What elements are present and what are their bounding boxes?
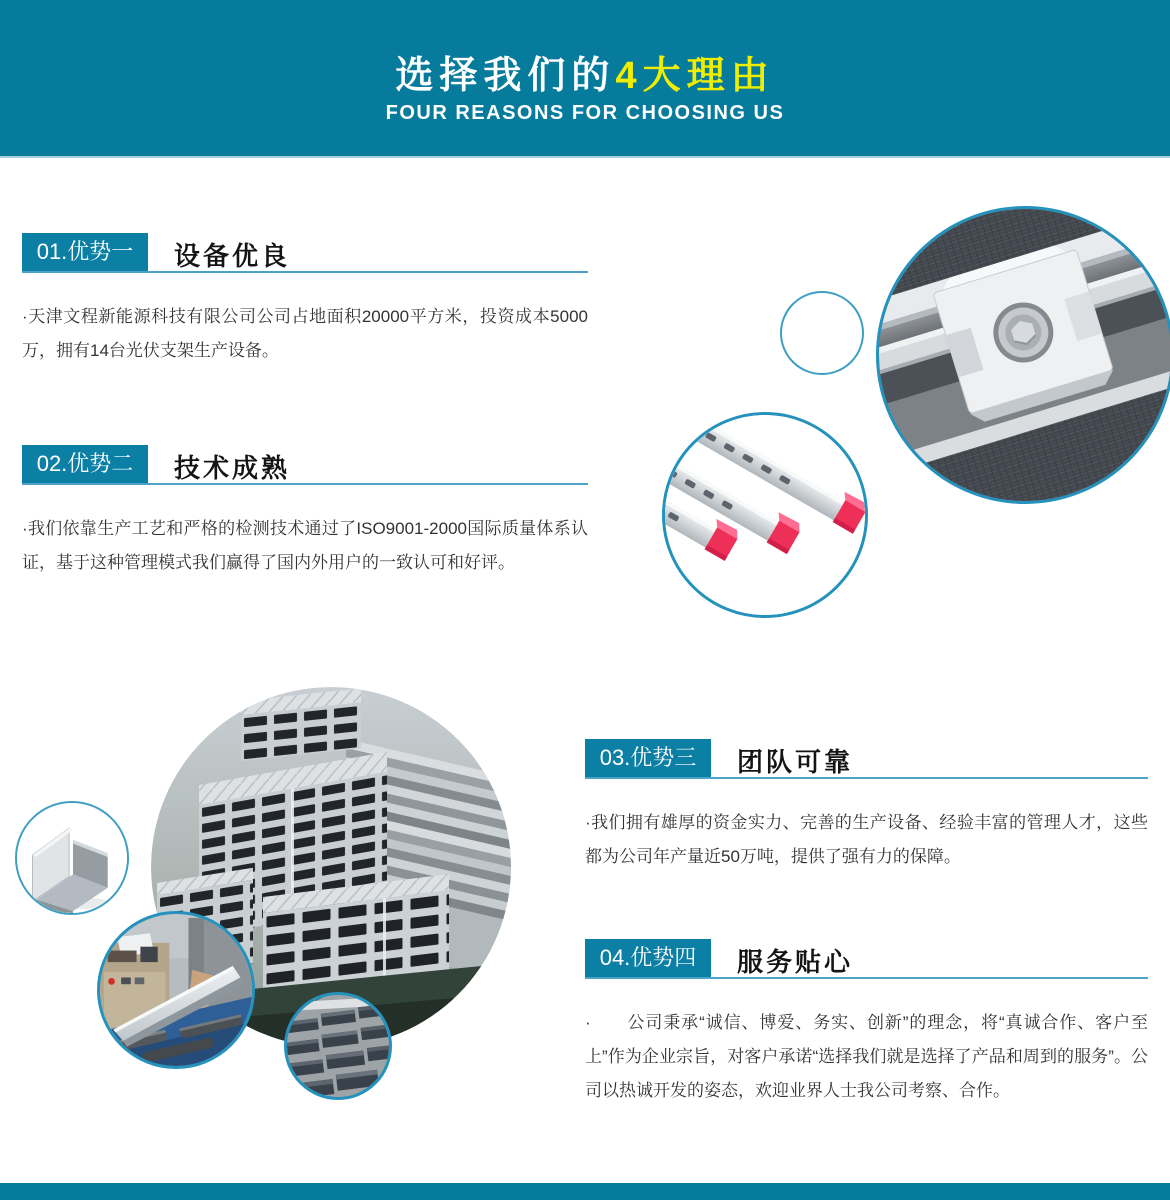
section-advantage-3 (585, 739, 1148, 874)
factory-photo (97, 911, 255, 1069)
brackets-photo (662, 412, 868, 618)
steel-stack-photo (284, 992, 392, 1100)
section-4-badge: 04.优势四 (585, 939, 711, 977)
brackets-image (665, 415, 865, 615)
header-banner (0, 0, 1170, 158)
section-advantage-2 (22, 445, 588, 580)
decor-empty-circle (780, 291, 864, 375)
footer-band (0, 1183, 1170, 1200)
section-3-body: ·我们拥有雄厚的资金实力、完善的生产设备、经验丰富的管理人才，这些都为公司年产量近50万吨，提供了强有力的保障。 (585, 813, 1148, 866)
section-3-badge: 03.优势三 (585, 739, 711, 777)
section-1-title: 设备优良 (174, 241, 291, 271)
section-1-body: ·天津文程新能源科技有限公司公司占地面积20000平方米，投资成本5000万，拥有14台光伏支架生产设备。 (22, 307, 588, 360)
section-3-title: 团队可靠 (737, 747, 854, 777)
steel-stack-image (287, 995, 389, 1097)
section-2-body: ·我们依靠生产工艺和严格的检测技术通过了ISO9001-2000国际质量体系认证，基于这种管理模式我们赢得了国内外用户的一致认可和好评。 (22, 519, 588, 572)
section-4-header (585, 939, 1148, 979)
section-1-header (22, 233, 588, 273)
page-title (0, 44, 1170, 99)
section-advantage-1 (22, 233, 588, 368)
section-1-badge: 01.优势一 (22, 233, 148, 271)
page-title-white: 选择我们的 (395, 55, 616, 97)
section-2-badge: 02.优势二 (22, 445, 148, 483)
section-3-header (585, 739, 1148, 779)
factory-image (100, 914, 252, 1066)
section-2-title: 技术成熟 (174, 453, 291, 483)
section-4-title: 服务贴心 (737, 947, 854, 977)
section-2-header (22, 445, 588, 485)
solar-clamp-image (879, 209, 1170, 501)
u-channel-photo (15, 801, 129, 915)
u-channel-image (17, 803, 127, 913)
section-advantage-4 (585, 939, 1148, 1108)
solar-clamp-photo (876, 206, 1170, 504)
page-title-highlight: 4大理由 (615, 55, 775, 97)
page-subtitle: FOUR REASONS FOR CHOOSING US (385, 102, 785, 124)
section-4-body: · 公司秉承“诚信、博爱、务实、创新”的理念，将“真诚合作、客户至上”作为企业宗旨，对客户承诺“选择我们就是选择了产品和周到的服务”。公司以热诚开发的姿态，欢迎业界人士我公司考察、合作。 (585, 1013, 1148, 1100)
